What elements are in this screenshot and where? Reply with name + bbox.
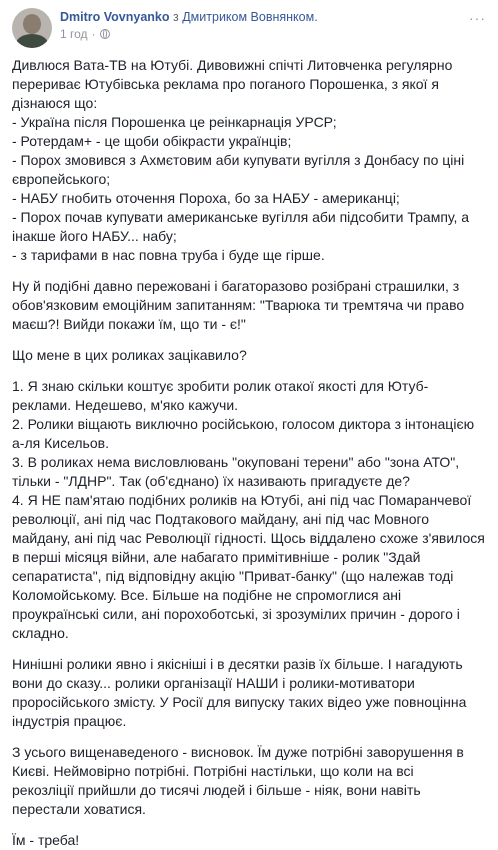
globe-icon[interactable] xyxy=(100,29,110,39)
post-text-line: вони до сказу... ролики організації НАШИ і ролики-мотиватори xyxy=(12,675,415,691)
post-text-line: рекозліції прийшли до тисячі людей і більше - ніяк, вони навіть xyxy=(12,782,421,798)
post-paragraph xyxy=(12,56,482,265)
more-options-icon[interactable]: ··· xyxy=(469,10,486,26)
avatar-shoulders-shape xyxy=(16,34,48,48)
post-paragraph xyxy=(12,831,482,850)
post-text-line: Києві. Неймовірно потрібні. Потрібні настільки, що коли на всі xyxy=(12,763,414,779)
post-text-line: 3. В роликах нема висловлювань "окуповані терени" або "зона АТО", xyxy=(12,454,460,470)
post-text-line: З усього вищенаведеного - висновок. Їм дуже потрібні заворушення в xyxy=(12,744,464,760)
post-text-line: революції, ані під час Подтакового майдану, ані під час Мовного xyxy=(12,511,430,527)
author-line xyxy=(60,9,318,25)
post-text-line: 1. Я знаю скільки коштує зробити ролик отакої якості для Ютуб- xyxy=(12,378,429,394)
post-paragraph xyxy=(12,346,482,365)
post-text-line: проукраїнські сили, ані порохоботські, зі зрозумілих причин - дорого і xyxy=(12,606,460,622)
post-text-line: перестали ховатися. xyxy=(12,801,146,817)
post-text-line: Коломойському. Все. Більше на подібне не спромоглися ані xyxy=(12,587,402,603)
post-text-line: - Ротердам+ - це щоби обікрасти українців; xyxy=(12,133,292,149)
post-text-line: а-ля Кисельов. xyxy=(12,435,109,451)
post-text-line: 4. Я НЕ пам'ятаю подібних роликів на Ютубі, ані під час Помаранчевої xyxy=(12,492,472,508)
post-body xyxy=(12,56,485,850)
post-text-line: індустрія працює. xyxy=(12,713,127,729)
post-text-line: майдану, ані під час Революції гідності. Щось віддалено схоже з'явилося xyxy=(12,530,485,546)
with-text: з xyxy=(173,10,179,24)
post-text-line: Ну й подібні давно пережовані і багаторазово розібрані страшилки, з xyxy=(12,278,460,294)
separator-dot: · xyxy=(91,27,96,41)
post-text-line: - НАБУ гнобить оточення Пороха, бо за НАБУ - американці; xyxy=(12,190,400,206)
post-text-line: 2. Ролики віщають виключно російською, голосом диктора з інтонацією xyxy=(12,416,475,432)
post-time-line xyxy=(60,26,318,42)
post-text-line: Нинішні ролики явно і якісніші і в десятки разів їх більше. І нагадують xyxy=(12,656,463,672)
post-header xyxy=(12,8,486,54)
post-text-line: маєш?! Вийди покажи їм, що ти - є!" xyxy=(12,316,246,332)
post-text-line: - Порох почав купувати американське вугілля аби підсобити Трампу, а xyxy=(12,209,470,225)
post-text-line: - Україна після Порошенка це реінкарнація УРСР; xyxy=(12,114,337,130)
post-text-line: складно. xyxy=(12,625,69,641)
post-text-line: дізнаюся що: xyxy=(12,95,98,111)
author-name-link[interactable]: Dmitro Vovnyanko xyxy=(60,10,170,24)
post-paragraph xyxy=(12,277,482,334)
post-text-line: європейського; xyxy=(12,171,111,187)
post-text-line: сепаратиста", під відповідну акцію "Приват-банку" (що належав тоді xyxy=(12,568,454,584)
post-paragraph xyxy=(12,743,482,819)
post-text-line: інакше його НАБУ... набу; xyxy=(12,228,177,244)
post-timestamp-link[interactable]: 1 год xyxy=(60,27,88,41)
post-text-line: обов'язковим емоційним запитанням: "Тварюка ти тремтяча чи право xyxy=(12,297,465,313)
post-text-line: тільки - "ЛДНР". Так (об'єднано) їх називають пригадуєте де? xyxy=(12,473,410,489)
post-text-line: - Порох змовився з Ахмєтовим аби купувати вугілля з Донбасу по ціні xyxy=(12,152,465,168)
avatar-head-shape xyxy=(23,14,41,34)
author-avatar[interactable] xyxy=(12,8,52,48)
post-text-line: в перші місяця війни, але набагато примітивніше - ролик "Здай xyxy=(12,549,421,565)
tagged-user-link[interactable]: Дмитриком Вовнянком. xyxy=(182,10,318,24)
post-text-line: проросійського змісту. У Росії для випуску таких відео уже повноцінна xyxy=(12,694,467,710)
post-text-line: Дивлюся Вата-ТВ на Ютубі. Дивовижні спічті Литовченка регулярно xyxy=(12,57,453,73)
post-text-line: Що мене в цих роликах зацікавило? xyxy=(12,347,247,363)
post-paragraph xyxy=(12,655,482,731)
post-paragraph xyxy=(12,377,485,643)
post-text-line: реклами. Недешево, м'яко кажучи. xyxy=(12,397,239,413)
post-meta xyxy=(60,8,318,42)
post-text-line: - з тарифами в нас повна труба і буде ще гірше. xyxy=(12,247,325,263)
post-text-line: Їм - треба! xyxy=(12,832,80,848)
post-text-line: перериває Ютубівська реклама про поганого Порошенка, з якої я xyxy=(12,76,439,92)
